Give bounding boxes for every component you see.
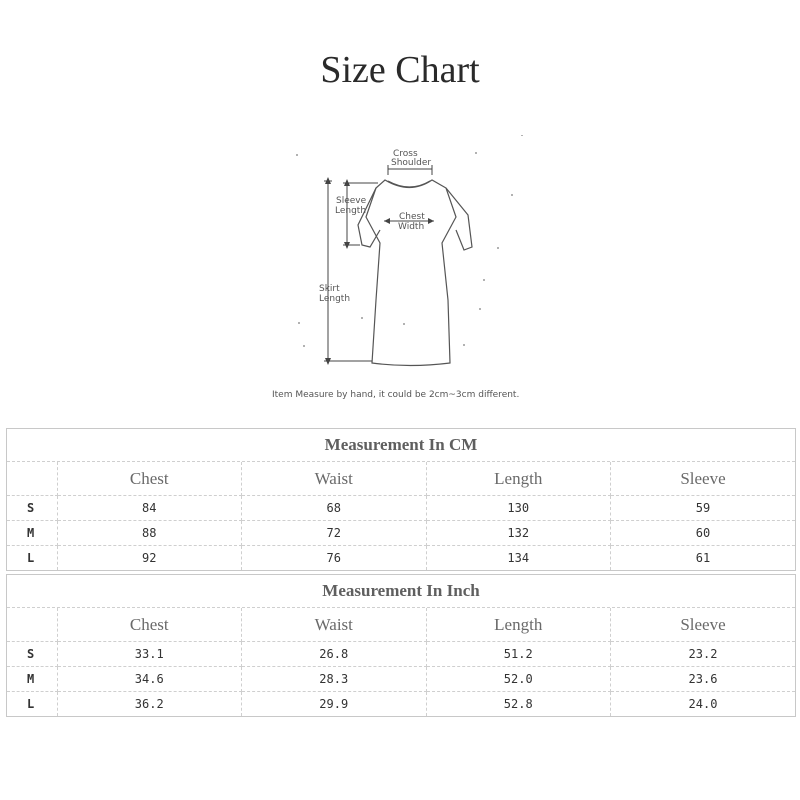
header-chest: Chest bbox=[57, 462, 242, 496]
table-cm bbox=[6, 428, 796, 571]
chest-value: 33.1 bbox=[57, 642, 242, 667]
length-value: 52.0 bbox=[426, 667, 611, 692]
measurement-note: Item Measure by hand, it could be 2cm~3cm different. bbox=[272, 390, 520, 400]
dress-outline-illustration bbox=[250, 135, 550, 410]
length-value: 51.2 bbox=[426, 642, 611, 667]
length-value: 130 bbox=[426, 496, 611, 521]
sleeve-value: 23.6 bbox=[611, 667, 796, 692]
waist-value: 29.9 bbox=[242, 692, 427, 717]
table-inch-title: Measurement In Inch bbox=[7, 575, 795, 608]
skirt-length-label-2: Length bbox=[319, 294, 351, 304]
length-value: 134 bbox=[426, 546, 611, 571]
header-sleeve: Sleeve bbox=[611, 462, 796, 496]
sleeve-value: 24.0 bbox=[688, 697, 718, 711]
table-row bbox=[7, 667, 795, 692]
chest-width-label-1: Chest bbox=[399, 212, 425, 222]
size-label: M bbox=[7, 521, 57, 546]
cross-shoulder-label-2: Shoulder bbox=[391, 158, 432, 168]
waist-value: 76 bbox=[242, 546, 427, 571]
header-size-cell bbox=[7, 462, 57, 496]
waist-value: 68 bbox=[242, 496, 427, 521]
sleeve-value: 59 bbox=[611, 496, 796, 521]
table-row bbox=[7, 496, 795, 521]
sleeve-length-label-1: Sleeve bbox=[336, 196, 367, 206]
waist-value: 28.3 bbox=[242, 667, 427, 692]
table-header-row bbox=[7, 608, 795, 642]
header-length: Length bbox=[426, 462, 611, 496]
length-value: 52.8 bbox=[426, 692, 611, 717]
table-row bbox=[7, 546, 795, 571]
chest-value: 84 bbox=[57, 496, 242, 521]
table-row bbox=[7, 692, 795, 717]
table-cm-grid bbox=[7, 462, 795, 570]
neckline bbox=[388, 181, 430, 187]
length-value: 132 bbox=[426, 521, 611, 546]
size-label: S bbox=[7, 642, 57, 667]
page-title: Size Chart bbox=[320, 49, 480, 91]
dress-measurement-diagram bbox=[250, 135, 550, 410]
dress-outline bbox=[366, 180, 456, 366]
size-label: L bbox=[7, 692, 57, 717]
cross-shoulder-label-1: Cross bbox=[393, 149, 418, 159]
header-chest: Chest bbox=[57, 608, 242, 642]
sleeve-value: 61 bbox=[695, 551, 711, 565]
table-row bbox=[7, 642, 795, 667]
header-sleeve: Sleeve bbox=[611, 608, 796, 642]
size-label: M bbox=[7, 667, 57, 692]
size-label: L bbox=[7, 546, 57, 571]
header-waist: Waist bbox=[242, 462, 427, 496]
sleeve-value: 60 bbox=[611, 521, 796, 546]
chest-width-label-2: Width bbox=[398, 222, 425, 232]
right-sleeve bbox=[446, 188, 472, 250]
table-inch bbox=[6, 574, 796, 717]
header-waist: Waist bbox=[242, 608, 427, 642]
size-label: S bbox=[7, 496, 57, 521]
skirt-length-label-1: Skirt bbox=[319, 284, 340, 294]
table-cm-title: Measurement In CM bbox=[7, 429, 795, 462]
table-header-row bbox=[7, 462, 795, 496]
chest-value: 88 bbox=[57, 521, 242, 546]
waist-value: 72 bbox=[242, 521, 427, 546]
sleeve-value: 23.2 bbox=[611, 642, 796, 667]
table-inch-grid bbox=[7, 608, 795, 716]
header-size-cell bbox=[7, 608, 57, 642]
chest-value: 36.2 bbox=[57, 692, 242, 717]
sleeve-length-label-2: Length bbox=[335, 206, 367, 216]
waist-value: 26.8 bbox=[242, 642, 427, 667]
chest-value: 34.6 bbox=[57, 667, 242, 692]
header-length: Length bbox=[426, 608, 611, 642]
chest-value: 92 bbox=[57, 546, 242, 571]
table-row bbox=[7, 521, 795, 546]
